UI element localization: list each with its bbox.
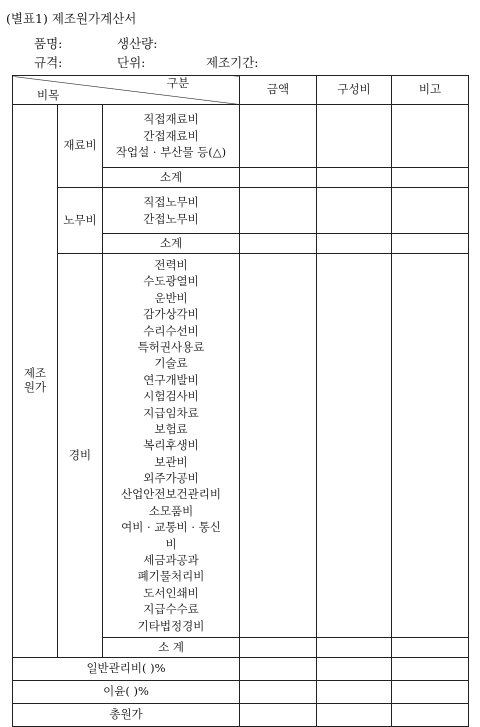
list-item: 작업설 · 부산물 등(△) [115, 145, 227, 160]
column-header-ratio: 구성비 [317, 76, 392, 105]
list-item: 도서인쇄비 [143, 585, 199, 600]
list-item: 간접재료비 [143, 128, 199, 143]
list-item: 수도광열비 [143, 274, 199, 289]
header-corner-cell [13, 76, 240, 105]
product-name-label: 품명: [34, 36, 63, 51]
material-subtotal-label: 소계 [103, 168, 240, 188]
total-cost-label: 총원가 [13, 703, 240, 726]
list-item: 간접노무비 [143, 211, 199, 226]
row-header-item: 비목 [37, 88, 60, 103]
list-item: 세금과공과 [143, 553, 199, 568]
list-item: 비 [165, 536, 177, 551]
material-cost-label: 재료비 [58, 105, 103, 188]
list-item: 기술료 [154, 356, 188, 371]
list-item: 지급임차료 [143, 405, 199, 420]
list-item: 지급수수료 [143, 602, 199, 617]
labor-subtotal-amount-cell[interactable] [240, 234, 317, 254]
expenses-amount-cell[interactable] [240, 254, 317, 638]
document-title: (별표1) 제조원가계산서 [6, 11, 137, 26]
list-item: 폐기물처리비 [137, 569, 205, 584]
list-item: 수리수선비 [143, 323, 199, 338]
material-remarks-cell[interactable] [392, 105, 469, 168]
list-item: 감가상각비 [143, 307, 199, 322]
expenses-remarks-cell[interactable] [392, 254, 469, 638]
total-cost-ratio-cell[interactable] [317, 703, 392, 726]
list-item: 보관비 [154, 454, 188, 469]
list-item: 보험료 [154, 421, 188, 436]
expenses-subtotal-amount-cell[interactable] [240, 637, 317, 657]
manufacturing-cost-label: 제조 원가 [13, 105, 58, 658]
expenses-subtotal-ratio-cell[interactable] [317, 637, 392, 657]
labor-cost-label: 노무비 [58, 188, 103, 254]
period-label: 제조기간: [206, 55, 259, 70]
general-admin-ratio-cell[interactable] [317, 657, 392, 680]
total-cost-remarks-cell[interactable] [392, 703, 469, 726]
list-item: 소모품비 [148, 503, 194, 518]
material-subtotal-remarks-cell[interactable] [392, 168, 469, 188]
profit-label: 이윤( )% [13, 680, 240, 703]
material-items [103, 105, 240, 168]
general-admin-remarks-cell[interactable] [392, 657, 469, 680]
profit-amount-cell[interactable] [240, 680, 317, 703]
expenses-ratio-cell[interactable] [317, 254, 392, 638]
labor-items [103, 188, 240, 234]
column-header-amount: 금액 [240, 76, 317, 105]
list-item: 운반비 [154, 290, 188, 305]
list-item: 전력비 [154, 258, 188, 272]
labor-subtotal-ratio-cell[interactable] [317, 234, 392, 254]
expenses-subtotal-remarks-cell[interactable] [392, 637, 469, 657]
list-item: 여비 · 교통비 · 통신 [121, 520, 221, 535]
quantity-label: 생산량: [117, 36, 158, 51]
list-item: 연구개발비 [143, 372, 199, 387]
list-item: 외주가공비 [143, 471, 199, 486]
general-admin-amount-cell[interactable] [240, 657, 317, 680]
list-item: 복리후생비 [143, 438, 199, 453]
expenses-subtotal-label: 소 계 [103, 637, 240, 657]
profit-remarks-cell[interactable] [392, 680, 469, 703]
expenses-label: 경비 [58, 254, 103, 658]
labor-subtotal-remarks-cell[interactable] [392, 234, 469, 254]
material-ratio-cell[interactable] [317, 105, 392, 168]
list-item: 특허권사용료 [137, 339, 205, 354]
list-item: 산업안전보건관리비 [121, 487, 221, 502]
profit-ratio-cell[interactable] [317, 680, 392, 703]
expense-items [103, 254, 240, 638]
list-item: 직접노무비 [143, 195, 199, 210]
material-amount-cell[interactable] [240, 105, 317, 168]
cost-statement-table [12, 75, 469, 727]
column-header-remarks: 비고 [392, 76, 469, 105]
labor-remarks-cell[interactable] [392, 188, 469, 234]
total-cost-amount-cell[interactable] [240, 703, 317, 726]
list-item: 시험검사비 [143, 389, 199, 404]
column-header-division: 구분 [166, 76, 190, 90]
material-subtotal-amount-cell[interactable] [240, 168, 317, 188]
material-subtotal-ratio-cell[interactable] [317, 168, 392, 188]
list-item: 직접재료비 [143, 112, 199, 127]
general-admin-label: 일반관리비( )% [13, 657, 240, 680]
labor-amount-cell[interactable] [240, 188, 317, 234]
unit-label: 단위: [117, 55, 146, 70]
labor-ratio-cell[interactable] [317, 188, 392, 234]
labor-subtotal-label: 소계 [103, 234, 240, 254]
list-item: 기타법정경비 [137, 618, 205, 633]
spec-label: 규격: [34, 55, 63, 70]
